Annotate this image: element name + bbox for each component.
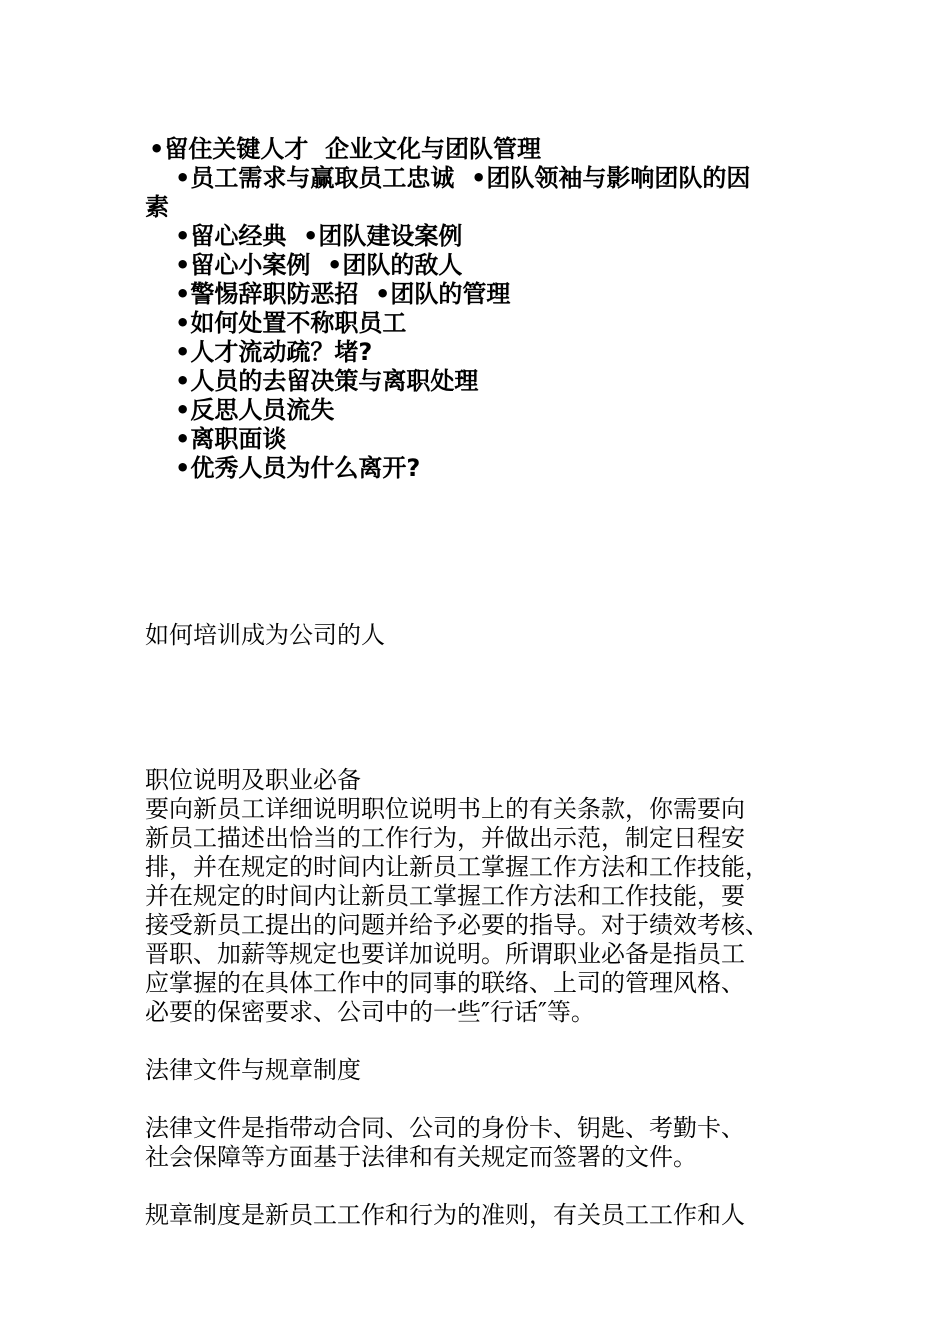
text-line: 晋职、加薪等规定也要详加说明。所谓职业必备是指员工 [145, 940, 745, 968]
list-item: •人员的去留决策与离职处理 [175, 367, 479, 395]
list-item: •员工需求与赢取员工忠诚 •团队领袖与影响团队的因 [175, 164, 751, 192]
list-item: •人才流动疏？堵? [175, 338, 373, 366]
text-line: 社会保障等方面基于法律和有关规定而签署的文件。 [145, 1143, 697, 1171]
list-item: •如何处置不称职员工 [175, 309, 407, 337]
text-line: 要向新员工详细说明职位说明书上的有关条款，你需要向 [145, 795, 745, 823]
bullet-list [145, 135, 805, 483]
list-item: •留心小案例 •团队的敌人 [175, 251, 463, 279]
text-line: 必要的保密要求、公司中的一些″行话″等。 [145, 998, 595, 1026]
text-line: 并在规定的时间内让新员工掌握工作方法和工作技能，要 [145, 882, 745, 910]
rules-paragraph [145, 1201, 805, 1230]
list-item: •留住关键人才 企业文化与团队管理 [149, 135, 542, 163]
text-line: 法律文件是指带动合同、公司的身份卡、钥匙、考勤卡、 [145, 1114, 745, 1142]
document-body [145, 621, 805, 1230]
text-line: 新员工描述出恰当的工作行为，并做出示范，制定日程安 [145, 824, 745, 852]
list-item-continuation: 素 [145, 193, 169, 221]
document-page [145, 135, 805, 1230]
text-line: 应掌握的在具体工作中的同事的联络、上司的管理风格、 [145, 969, 745, 997]
list-item: •警惕辞职防恶招 •团队的管理 [175, 280, 511, 308]
law-paragraph [145, 1114, 805, 1172]
text-line: 接受新员工提出的问题并给予必要的指导。对于绩效考核、 [145, 911, 769, 939]
text-line: 排，并在规定的时间内让新员工掌握工作方法和工作技能， [145, 853, 769, 881]
text-line: 规章制度是新员工工作和行为的准则，有关员工工作和人 [145, 1201, 745, 1229]
list-item: •优秀人员为什么离开? [175, 454, 421, 482]
list-item: •离职面谈 [175, 425, 287, 453]
section-title-training: 如何培训成为公司的人 [145, 621, 385, 649]
section-title-law: 法律文件与规章制度 [145, 1056, 361, 1084]
list-item: •反思人员流失 [175, 396, 335, 424]
list-item: •留心经典 •团队建设案例 [175, 222, 463, 250]
section-title-job: 职位说明及职业必备 [145, 766, 361, 794]
job-description-paragraph [145, 795, 805, 1027]
